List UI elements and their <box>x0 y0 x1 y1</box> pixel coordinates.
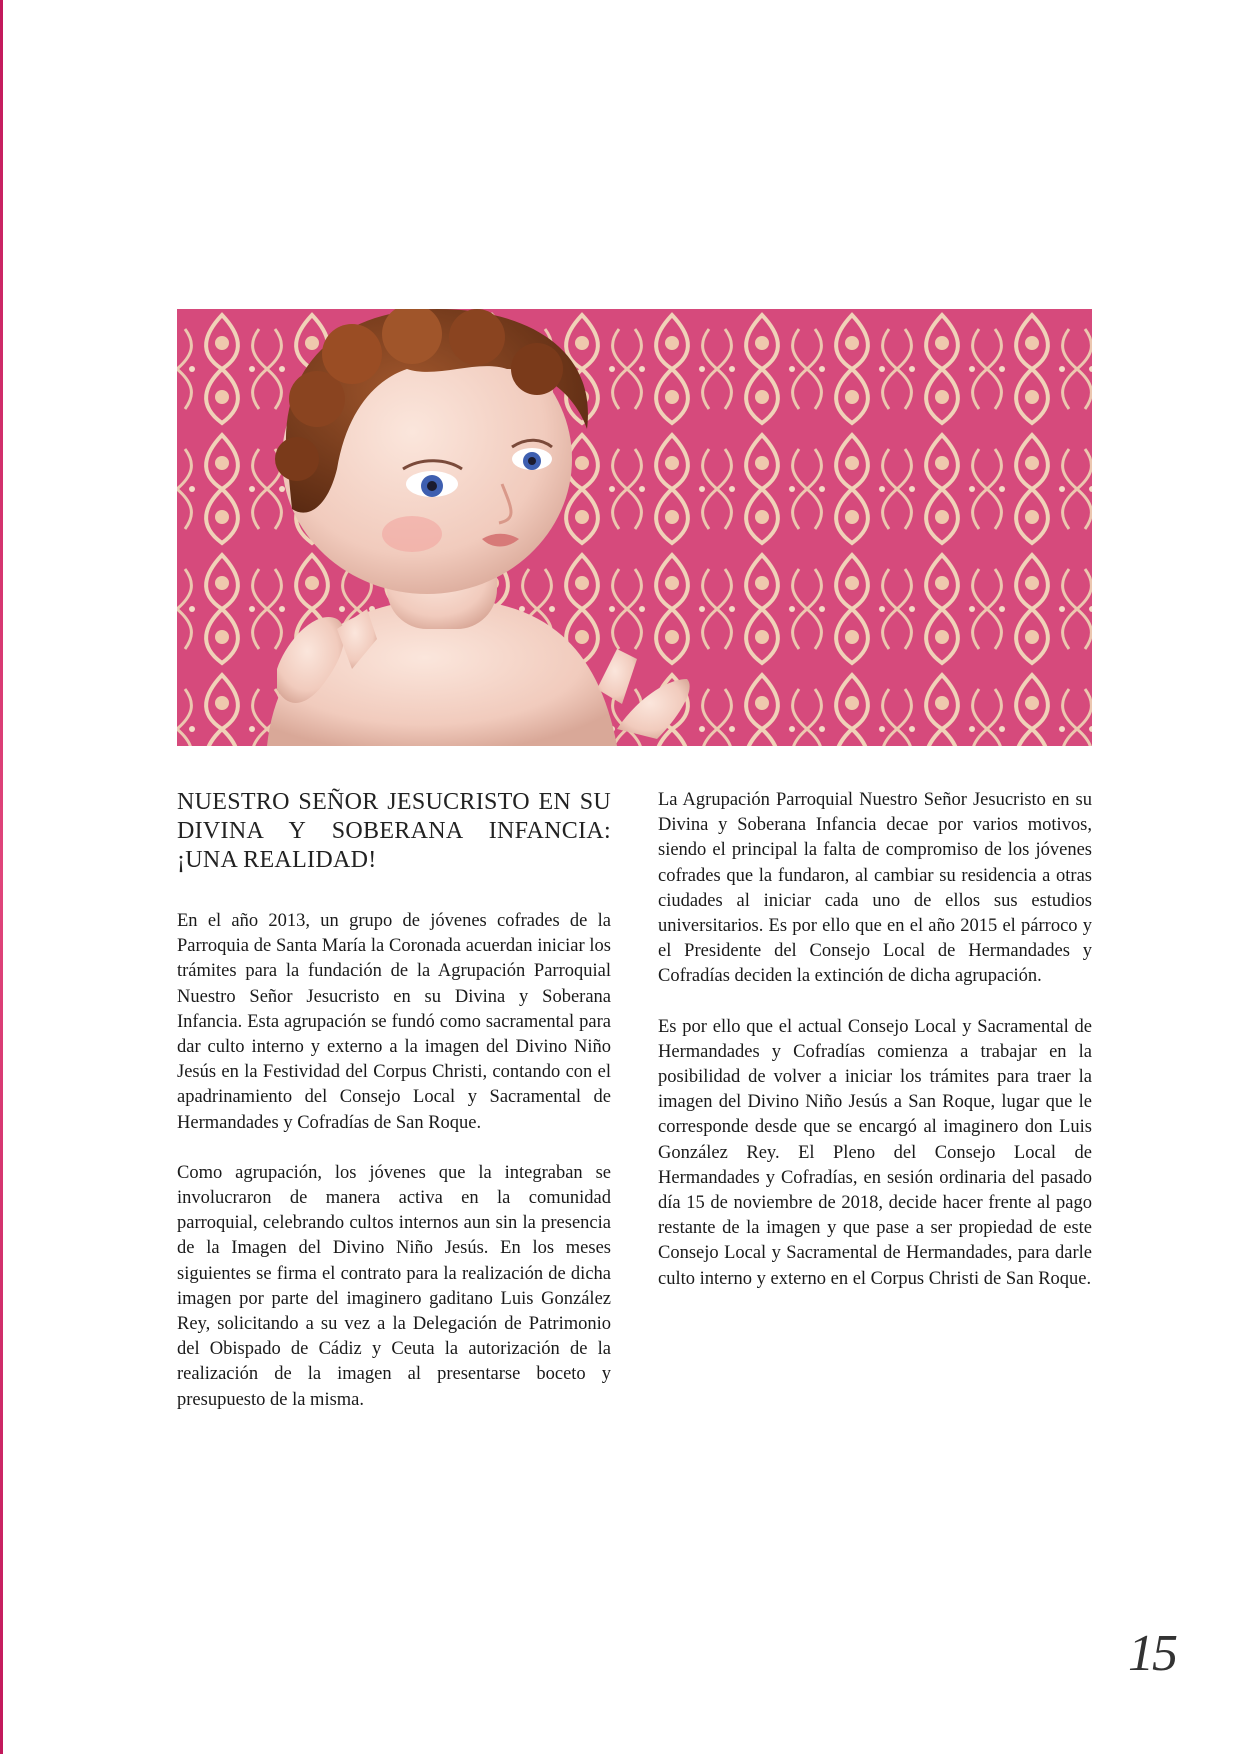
article-paragraph: Es por ello que el actual Consejo Local y Sacramental de Hermandades y Cofradías comienza a trabajar en la posibilidad de volver a iniciar los trámites para traer la imagen del Divino Niño Jesús a San Roque, lugar que le corresponde desde que se encargó al imaginero don Luis González Rey. El Pleno del Consejo Local de Hermandades y Cofradías, en sesión ordinaria del pasado día 15 de noviembre de 2018, decide hacer frente al pago restante de la imagen y que pase a ser propiedad de este Consejo Local y Sacramental de Hermandades, para darle culto interno y externo en el Corpus Christi de San Roque. <box>658 1016 1092 1289</box>
divino-nino-photo <box>177 309 1092 746</box>
page-edge-line <box>0 0 3 1754</box>
article-column-right <box>658 788 1092 1317</box>
article-paragraph: En el año 2013, un grupo de jóvenes cofrades de la Parroquia de Santa María la Coronada acuerdan iniciar los trámites para la fundación de la Agrupación Parroquial Nuestro Señor Jesucristo en su Divina y Soberana Infancia. Esta agrupación se fundó como sacramental para dar culto interno y externo a la imagen del Divino Niño Jesús en la Festividad del Corpus Christi, contando con el apadrinamiento del Consejo Local y Sacramental de Hermandades y Cofradías de San Roque. <box>177 911 611 1133</box>
article-heading: NUESTRO SEÑOR JESUCRISTO EN SU DIVINA Y SOBERANA INFANCIA: ¡UNA REALIDAD! <box>177 789 611 873</box>
article-paragraph: La Agrupación Parroquial Nuestro Señor Jesucristo en su Divina y Soberana Infancia decae por varios motivos, siendo el principal la falta de compromiso de los jóvenes cofrades que la fundaron, al cambiar su residencia a otras ciudades al iniciar cada uno de ellos sus estudios universitarios. Es por ello que en el año 2015 el párroco y el Presidente del Consejo Local de Hermandades y Cofradías deciden la extinción de dicha agrupación. <box>658 790 1092 987</box>
article-paragraph: Como agrupación, los jóvenes que la integraban se involucraron de manera activa en la comunidad parroquial, celebrando cultos internos aun sin la presencia de la Imagen del Divino Niño Jesús. En los meses siguientes se firma el contrato para la realización de dicha imagen por parte del imaginero gaditano Luis González Rey, solicitando a su vez a la Delegación de Patrimonio del Obispado de Cádiz y Ceuta la autorización de la realización de la imagen al presentarse boceto y presupuesto de la misma. <box>177 1162 611 1410</box>
page-number: 15 <box>1128 1625 1176 1682</box>
article-column-left <box>177 788 611 1438</box>
